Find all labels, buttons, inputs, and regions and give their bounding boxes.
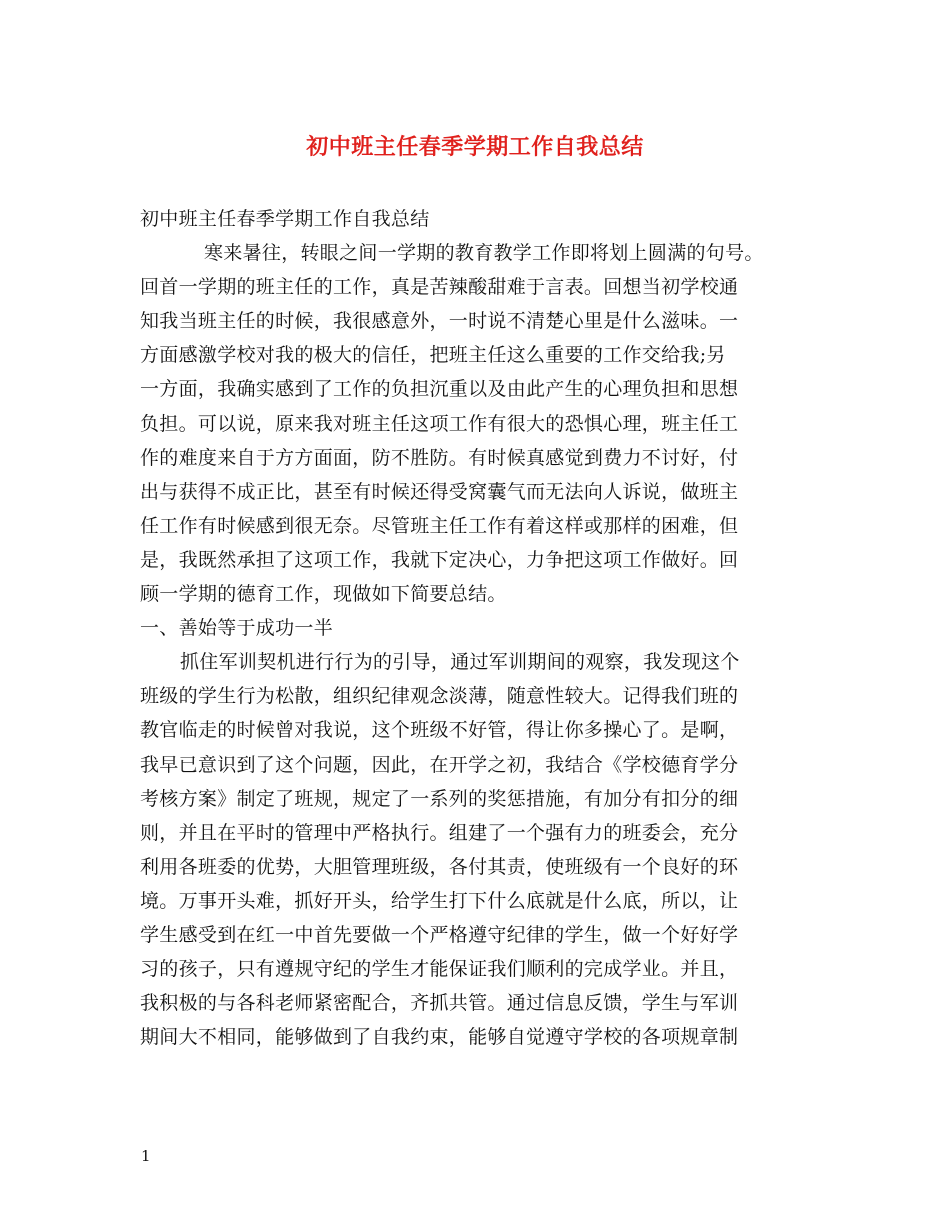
body-line: 我早已意识到了这个问题，因此，在开学之初，我结合《学校德育学分 [140,753,739,776]
body-line: 负担。可以说，原来我对班主任这项工作有很大的恐惧心理，班主任工 [140,412,739,435]
document-title: 初中班主任春季学期工作自我总结 [306,134,644,160]
body-line: 是，我既然承担了这项工作，我就下定决心，力争把这项工作做好。回 [140,548,739,571]
body-line: 学生感受到在红一中首先要做一个严格遵守纪律的学生，做一个好好学 [140,923,739,946]
body-line: 抓住军训契机进行行为的引导，通过军训期间的观察，我发现这个 [180,651,740,674]
body-line: 一方面，我确实感到了工作的负担沉重以及由此产生的心理负担和思想 [140,378,739,401]
body-line: 教官临走的时候曾对我说，这个班级不好管，得让你多操心了。是啊， [140,719,739,742]
body-line: 初中班主任春季学期工作自我总结 [140,208,430,230]
body-line: 习的孩子，只有遵规守纪的学生才能保证我们顺利的完成学业。并且， [140,958,739,981]
body-line: 考核方案》制定了班规，规定了一系列的奖惩措施，有加分有扣分的细 [140,787,739,810]
body-line: 期间大不相同，能够做到了自我约束，能够自觉遵守学校的各项规章制 [140,1026,739,1049]
body-line: 我积极的与各科老师紧密配合，齐抓共管。通过信息反馈，学生与军训 [140,992,739,1015]
body-line: 知我当班主任的时候，我很感意外，一时说不清楚心里是什么滋味。一 [140,310,739,333]
document-body [140,202,830,1054]
body-line: 出与获得不成正比，甚至有时候还得受窝囊气而无法向人诉说，做班主 [140,480,739,503]
body-line: 任工作有时候感到很无奈。尽管班主任工作有着这样或那样的困难，但 [140,514,739,537]
body-line: 回首一学期的班主任的工作，真是苦辣酸甜难于言表。回想当初学校通 [140,276,739,299]
body-line: 寒来暑往，转眼之间一学期的教育教学工作即将划上圆满的句号。 [204,242,764,265]
body-line: 则，并且在平时的管理中严格执行。组建了一个强有力的班委会，充分 [140,821,739,844]
body-line: 作的难度来自于方方面面，防不胜防。有时候真感觉到费力不讨好，付 [140,446,739,469]
body-line: 利用各班委的优势，大胆管理班级，各付其责，使班级有一个良好的环 [140,855,739,878]
body-line: 班级的学生行为松散，组织纪律观念淡薄，随意性较大。记得我们班的 [140,685,739,708]
body-line: 方面感激学校对我的极大的信任，把班主任这么重要的工作交给我;另 [140,344,726,367]
section-heading: 一、善始等于成功一半 [140,617,334,640]
body-line: 顾一学期的德育工作，现做如下简要总结。 [140,583,507,606]
body-line: 境。万事开头难，抓好开头，给学生打下什么底就是什么底，所以，让 [140,889,739,912]
page-number: 1 [141,1147,151,1165]
